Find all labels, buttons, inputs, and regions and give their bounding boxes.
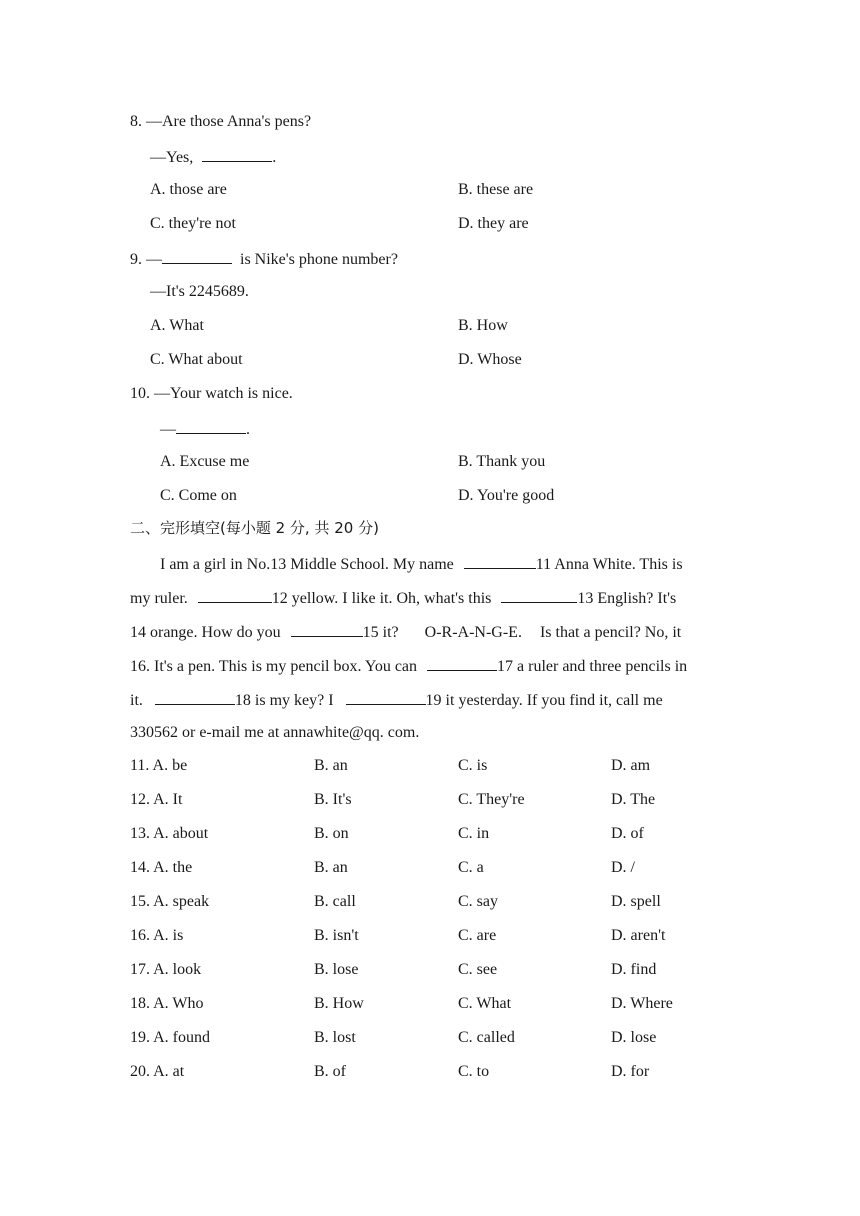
cloze-option: D. Where bbox=[611, 995, 673, 1012]
cloze-option: B. How bbox=[314, 995, 364, 1012]
option-9c: C. What about bbox=[150, 351, 243, 368]
option-10c: C. Come on bbox=[160, 487, 237, 504]
cloze-option: C. They're bbox=[458, 791, 525, 808]
cloze-option: 12. A. It bbox=[130, 791, 183, 808]
option-10b: B. Thank you bbox=[458, 453, 546, 470]
cloze-option: 15. A. speak bbox=[130, 893, 210, 910]
cloze-option: D. / bbox=[611, 859, 635, 876]
cloze-option: C. to bbox=[458, 1063, 490, 1080]
cloze-option: 16. A. is bbox=[130, 927, 184, 944]
answer-10 bbox=[160, 418, 250, 440]
option-9d: D. Whose bbox=[458, 351, 522, 368]
cloze-option: B. lost bbox=[314, 1029, 356, 1046]
answer-10-suffix: . bbox=[246, 421, 250, 438]
blank-12 bbox=[198, 587, 272, 603]
blank-18 bbox=[155, 689, 235, 705]
blank-15 bbox=[291, 621, 363, 637]
answer-8 bbox=[150, 146, 276, 168]
cloze-option: B. call bbox=[314, 893, 356, 910]
cloze-option: C. is bbox=[458, 757, 488, 774]
option-8b: B. these are bbox=[458, 181, 534, 198]
passage-line-4: 16. It's a pen. This is my pencil box. You can 17 a ruler and three pencils in bbox=[130, 655, 687, 677]
cloze-option: D. find bbox=[611, 961, 657, 978]
cloze-option: D. spell bbox=[611, 893, 661, 910]
question-9-suffix: is Nike's phone number? bbox=[240, 251, 398, 268]
option-8c: C. they're not bbox=[150, 215, 236, 232]
answer-9: —It's 2245689. bbox=[150, 283, 249, 300]
cloze-option: D. The bbox=[611, 791, 656, 808]
answer-blank bbox=[162, 248, 232, 264]
cloze-option: 19. A. found bbox=[130, 1029, 210, 1046]
cloze-option: D. am bbox=[611, 757, 651, 774]
answer-8-prefix: —Yes, bbox=[150, 149, 194, 166]
passage-line-5: it. 18 is my key? I 19 it yesterday. If you find it, call me bbox=[130, 689, 663, 711]
cloze-option: 20. A. at bbox=[130, 1063, 185, 1080]
cloze-option: C. see bbox=[458, 961, 498, 978]
passage-line-1: I am a girl in No.13 Middle School. My name 11 Anna White. This is bbox=[160, 553, 683, 575]
cloze-option: 14. A. the bbox=[130, 859, 193, 876]
answer-8-suffix: . bbox=[272, 149, 277, 166]
cloze-option: B. isn't bbox=[314, 927, 359, 944]
passage-line-6: 330562 or e-mail me at annawhite@qq. com. bbox=[130, 724, 420, 741]
cloze-option: D. lose bbox=[611, 1029, 657, 1046]
option-10a: A. Excuse me bbox=[160, 453, 250, 470]
cloze-option: B. on bbox=[314, 825, 349, 842]
option-9b: B. How bbox=[458, 317, 508, 334]
cloze-option: 13. A. about bbox=[130, 825, 209, 842]
blank-17 bbox=[427, 655, 497, 671]
cloze-option: D. aren't bbox=[611, 927, 666, 944]
cloze-option: C. are bbox=[458, 927, 497, 944]
cloze-option: C. a bbox=[458, 859, 484, 876]
cloze-option: B. an bbox=[314, 757, 348, 774]
passage-line-3: 14 orange. How do you 15 it? O-R-A-N-G-E. Is that a pencil? No, it bbox=[130, 621, 681, 643]
answer-blank bbox=[176, 418, 246, 434]
question-9-prefix: 9. — bbox=[130, 251, 162, 268]
answer-blank bbox=[202, 146, 272, 162]
answer-10-prefix: — bbox=[160, 421, 176, 438]
cloze-option: B. an bbox=[314, 859, 348, 876]
cloze-option: C. in bbox=[458, 825, 490, 842]
cloze-option: D. of bbox=[611, 825, 644, 842]
option-10d: D. You're good bbox=[458, 487, 555, 504]
cloze-option: 11. A. be bbox=[130, 757, 188, 774]
passage-line-2: my ruler. 12 yellow. I like it. Oh, what's this 13 English? It's bbox=[130, 587, 676, 609]
question-10: 10. —Your watch is nice. bbox=[130, 385, 293, 402]
section-heading: 二、完形填空(每小题 2 分, 共 20 分) bbox=[130, 519, 379, 537]
blank-19 bbox=[346, 689, 426, 705]
cloze-option: C. What bbox=[458, 995, 512, 1012]
cloze-option: B. lose bbox=[314, 961, 359, 978]
blank-11 bbox=[464, 553, 536, 569]
blank-13 bbox=[501, 587, 577, 603]
cloze-option: C. say bbox=[458, 893, 498, 910]
option-8a: A. those are bbox=[150, 181, 227, 198]
question-9 bbox=[130, 248, 398, 270]
cloze-option: C. called bbox=[458, 1029, 515, 1046]
cloze-option: 18. A. Who bbox=[130, 995, 204, 1012]
question-8: 8. —Are those Anna's pens? bbox=[130, 113, 312, 130]
cloze-option: B. It's bbox=[314, 791, 352, 808]
cloze-option: 17. A. look bbox=[130, 961, 202, 978]
option-9a: A. What bbox=[150, 317, 204, 334]
option-8d: D. they are bbox=[458, 215, 529, 232]
cloze-option: B. of bbox=[314, 1063, 346, 1080]
cloze-option: D. for bbox=[611, 1063, 650, 1080]
